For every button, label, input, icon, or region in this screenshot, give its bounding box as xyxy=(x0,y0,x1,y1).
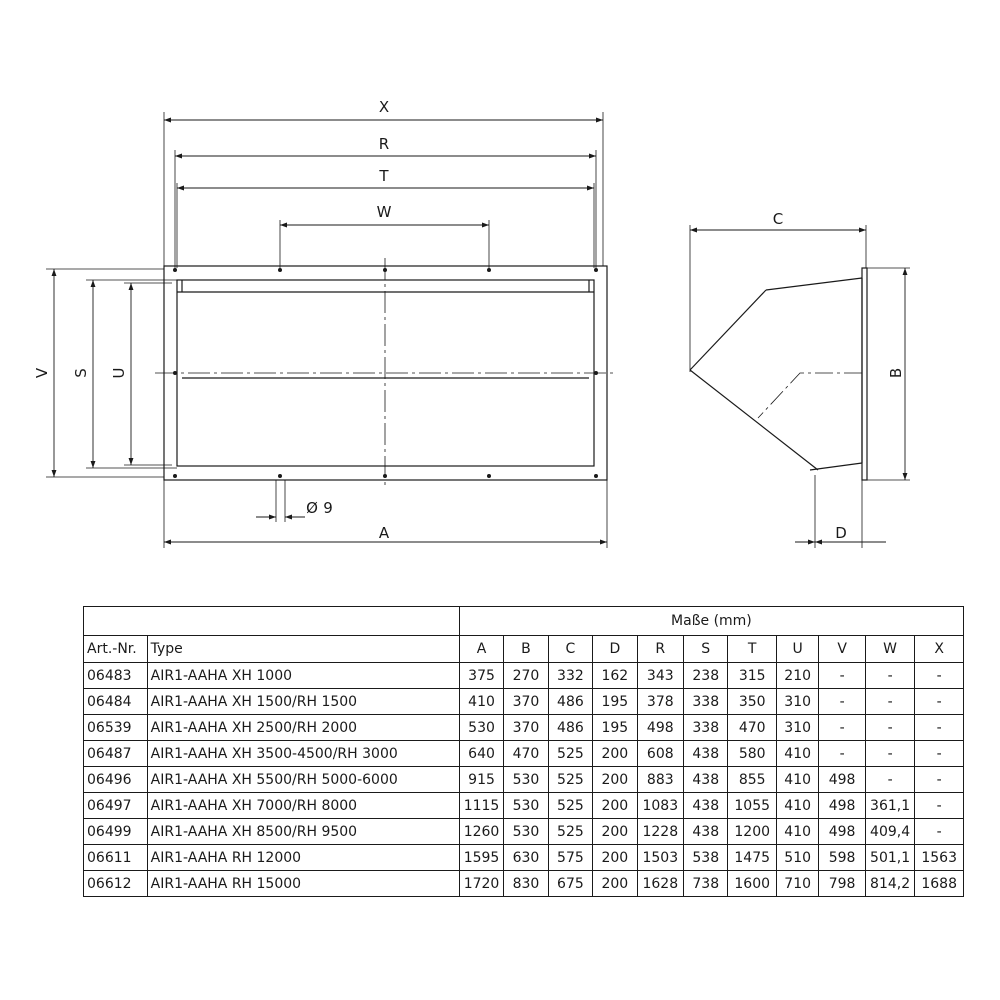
cell-dim-value: - xyxy=(865,741,915,767)
side-hood-bottom xyxy=(810,463,862,470)
table-row xyxy=(84,845,964,871)
table-header-dim: R xyxy=(637,636,683,663)
cell-dim-value: 410 xyxy=(776,741,818,767)
table-header-dim: X xyxy=(915,636,964,663)
cell-dim-value: 332 xyxy=(548,663,592,689)
cell-dim-value: - xyxy=(915,767,964,793)
table-row xyxy=(84,819,964,845)
cell-dim-value: 470 xyxy=(504,741,548,767)
cell-dim-value: 162 xyxy=(593,663,637,689)
cell-dim-value: 438 xyxy=(684,767,728,793)
cell-dim-value: 375 xyxy=(459,663,503,689)
cell-dim-value: - xyxy=(819,689,865,715)
cell-dim-value: 525 xyxy=(548,741,592,767)
cell-dim-value: 338 xyxy=(684,689,728,715)
cell-dim-value: 1720 xyxy=(459,871,503,897)
cell-dim-value: 361,1 xyxy=(865,793,915,819)
label-s: S xyxy=(72,368,90,378)
cell-type: AIR1-AAHA XH 1500/RH 1500 xyxy=(147,689,459,715)
table-row xyxy=(84,793,964,819)
cell-dim-value: 200 xyxy=(593,819,637,845)
cell-dim-value: 510 xyxy=(776,845,818,871)
cell-dim-value: 525 xyxy=(548,767,592,793)
label-x: X xyxy=(378,98,390,116)
cell-dim-value: - xyxy=(915,741,964,767)
table-header-artnr: Art.-Nr. xyxy=(84,636,148,663)
cell-dim-value: 575 xyxy=(548,845,592,871)
mounting-hole xyxy=(487,268,491,272)
cell-dim-value: 486 xyxy=(548,715,592,741)
table-row xyxy=(84,767,964,793)
cell-dim-value: 195 xyxy=(593,715,637,741)
cell-dim-value: 195 xyxy=(593,689,637,715)
side-hood-top xyxy=(766,278,862,290)
cell-dim-value: 200 xyxy=(593,767,637,793)
table-header-empty xyxy=(84,607,460,636)
mounting-hole xyxy=(383,268,387,272)
label-a: A xyxy=(378,524,390,542)
mounting-hole xyxy=(173,474,177,478)
cell-dim-value: 530 xyxy=(504,819,548,845)
cell-dim-value: - xyxy=(865,767,915,793)
cell-dim-value: 883 xyxy=(637,767,683,793)
cell-dim-value: 410 xyxy=(776,819,818,845)
side-view xyxy=(690,225,910,548)
cell-dim-value: 530 xyxy=(504,767,548,793)
cell-dim-value: - xyxy=(915,663,964,689)
cell-dim-value: 200 xyxy=(593,845,637,871)
cell-dim-value: 270 xyxy=(504,663,548,689)
cell-dim-value: 1563 xyxy=(915,845,964,871)
cell-dim-value: 580 xyxy=(728,741,776,767)
table-header-dim: U xyxy=(776,636,818,663)
cell-type: AIR1-AAHA XH 5500/RH 5000-6000 xyxy=(147,767,459,793)
cell-dim-value: 1688 xyxy=(915,871,964,897)
cell-dim-value: 310 xyxy=(776,689,818,715)
cell-artnr: 06612 xyxy=(84,871,148,897)
cell-dim-value: 200 xyxy=(593,793,637,819)
cell-artnr: 06497 xyxy=(84,793,148,819)
cell-dim-value: - xyxy=(865,663,915,689)
cell-dim-value: 1475 xyxy=(728,845,776,871)
cell-dim-value: 1600 xyxy=(728,871,776,897)
side-hood-slope xyxy=(690,290,766,370)
cell-dim-value: 798 xyxy=(819,871,865,897)
table-header-dim: D xyxy=(593,636,637,663)
cell-artnr: 06499 xyxy=(84,819,148,845)
cell-dim-value: 200 xyxy=(593,871,637,897)
mounting-hole xyxy=(173,268,177,272)
table-header-dim: V xyxy=(819,636,865,663)
cell-dim-value: 598 xyxy=(819,845,865,871)
cell-dim-value: 538 xyxy=(684,845,728,871)
mounting-hole xyxy=(383,474,387,478)
cell-dim-value: 1228 xyxy=(637,819,683,845)
table-row xyxy=(84,715,964,741)
cell-type: AIR1-AAHA XH 1000 xyxy=(147,663,459,689)
label-hole: 9 xyxy=(323,499,333,517)
cell-dim-value: 1628 xyxy=(637,871,683,897)
mounting-hole xyxy=(173,371,177,375)
label-v: V xyxy=(33,367,51,379)
cell-dim-value: 855 xyxy=(728,767,776,793)
cell-dim-value: 310 xyxy=(776,715,818,741)
table-row xyxy=(84,741,964,767)
label-u: U xyxy=(110,367,128,379)
cell-dim-value: 498 xyxy=(637,715,683,741)
label-d: D xyxy=(835,524,847,542)
cell-dim-value: 338 xyxy=(684,715,728,741)
cell-dim-value: 315 xyxy=(728,663,776,689)
cell-dim-value: - xyxy=(915,793,964,819)
cell-dim-value: 1260 xyxy=(459,819,503,845)
label-c: C xyxy=(772,210,784,228)
cell-dim-value: 1055 xyxy=(728,793,776,819)
cell-dim-value: 350 xyxy=(728,689,776,715)
cell-dim-value: 675 xyxy=(548,871,592,897)
cell-type: AIR1-AAHA XH 8500/RH 9500 xyxy=(147,819,459,845)
cell-dim-value: 200 xyxy=(593,741,637,767)
cell-type: AIR1-AAHA XH 3500-4500/RH 3000 xyxy=(147,741,459,767)
cell-type: AIR1-AAHA RH 12000 xyxy=(147,845,459,871)
cell-dim-value: 530 xyxy=(459,715,503,741)
cell-dim-value: 710 xyxy=(776,871,818,897)
mounting-hole xyxy=(594,268,598,272)
cell-dim-value: 830 xyxy=(504,871,548,897)
cell-dim-value: 438 xyxy=(684,819,728,845)
cell-dim-value: 525 xyxy=(548,819,592,845)
table-header-dim: A xyxy=(459,636,503,663)
cell-artnr: 06539 xyxy=(84,715,148,741)
cell-dim-value: 470 xyxy=(728,715,776,741)
cell-dim-value: 1083 xyxy=(637,793,683,819)
cell-dim-value: 501,1 xyxy=(865,845,915,871)
table-header-dim: T xyxy=(728,636,776,663)
cell-dim-value: - xyxy=(819,741,865,767)
cell-dim-value: 438 xyxy=(684,793,728,819)
cell-dim-value: 1115 xyxy=(459,793,503,819)
cell-dim-value: 210 xyxy=(776,663,818,689)
cell-dim-value: - xyxy=(819,715,865,741)
cell-dim-value: - xyxy=(865,715,915,741)
cell-artnr: 06484 xyxy=(84,689,148,715)
table-header-dim: B xyxy=(504,636,548,663)
cell-dim-value: 378 xyxy=(637,689,683,715)
cell-dim-value: 238 xyxy=(684,663,728,689)
mounting-hole xyxy=(594,474,598,478)
table-header-dim: S xyxy=(684,636,728,663)
cell-dim-value: 530 xyxy=(504,793,548,819)
cell-dim-value: 814,2 xyxy=(865,871,915,897)
cell-artnr: 06487 xyxy=(84,741,148,767)
cell-dim-value: 370 xyxy=(504,689,548,715)
cell-artnr: 06496 xyxy=(84,767,148,793)
cell-artnr: 06483 xyxy=(84,663,148,689)
side-dimension-lines xyxy=(690,230,905,542)
table-header-dim: C xyxy=(548,636,592,663)
side-hidden-line xyxy=(758,373,862,418)
mounting-hole xyxy=(278,474,282,478)
mounting-hole xyxy=(278,268,282,272)
cell-artnr: 06611 xyxy=(84,845,148,871)
cell-dim-value: 525 xyxy=(548,793,592,819)
cell-dim-value: 915 xyxy=(459,767,503,793)
mounting-hole xyxy=(594,371,598,375)
cell-dim-value: - xyxy=(915,689,964,715)
cell-dim-value: 410 xyxy=(459,689,503,715)
cell-dim-value: - xyxy=(865,689,915,715)
cell-dim-value: 640 xyxy=(459,741,503,767)
side-flange xyxy=(862,268,867,480)
table-group-header: Maße (mm) xyxy=(459,607,963,636)
cell-dim-value: 410 xyxy=(776,767,818,793)
cell-dim-value: 410 xyxy=(776,793,818,819)
cell-dim-value: - xyxy=(915,715,964,741)
table-row xyxy=(84,663,964,689)
cell-dim-value: 630 xyxy=(504,845,548,871)
cell-dim-value: 438 xyxy=(684,741,728,767)
cell-dim-value: 498 xyxy=(819,819,865,845)
table-row xyxy=(84,689,964,715)
cell-dim-value: 608 xyxy=(637,741,683,767)
cell-type: AIR1-AAHA XH 2500/RH 2000 xyxy=(147,715,459,741)
mounting-hole xyxy=(487,474,491,478)
cell-dim-value: - xyxy=(819,663,865,689)
cell-dim-value: 370 xyxy=(504,715,548,741)
label-r: R xyxy=(378,135,390,153)
cell-dim-value: 1503 xyxy=(637,845,683,871)
cell-dim-value: 1595 xyxy=(459,845,503,871)
label-w: W xyxy=(376,203,392,221)
cell-dim-value: 738 xyxy=(684,871,728,897)
cell-type: AIR1-AAHA XH 7000/RH 8000 xyxy=(147,793,459,819)
cell-type: AIR1-AAHA RH 15000 xyxy=(147,871,459,897)
cell-dim-value: 498 xyxy=(819,767,865,793)
table-header-type: Type xyxy=(147,636,459,663)
cell-dim-value: - xyxy=(915,819,964,845)
dimensions-table xyxy=(83,606,964,897)
cell-dim-value: 1200 xyxy=(728,819,776,845)
hole-diameter-symbol: Ø xyxy=(306,499,318,517)
dimension-lines xyxy=(54,120,607,542)
cell-dim-value: 486 xyxy=(548,689,592,715)
side-hood-front xyxy=(690,370,818,470)
cell-dim-value: 498 xyxy=(819,793,865,819)
cell-dim-value: 343 xyxy=(637,663,683,689)
cell-dim-value: 409,4 xyxy=(865,819,915,845)
label-b: B xyxy=(887,367,905,379)
table-header-dim: W xyxy=(865,636,915,663)
label-t: T xyxy=(379,167,389,185)
table-row xyxy=(84,871,964,897)
